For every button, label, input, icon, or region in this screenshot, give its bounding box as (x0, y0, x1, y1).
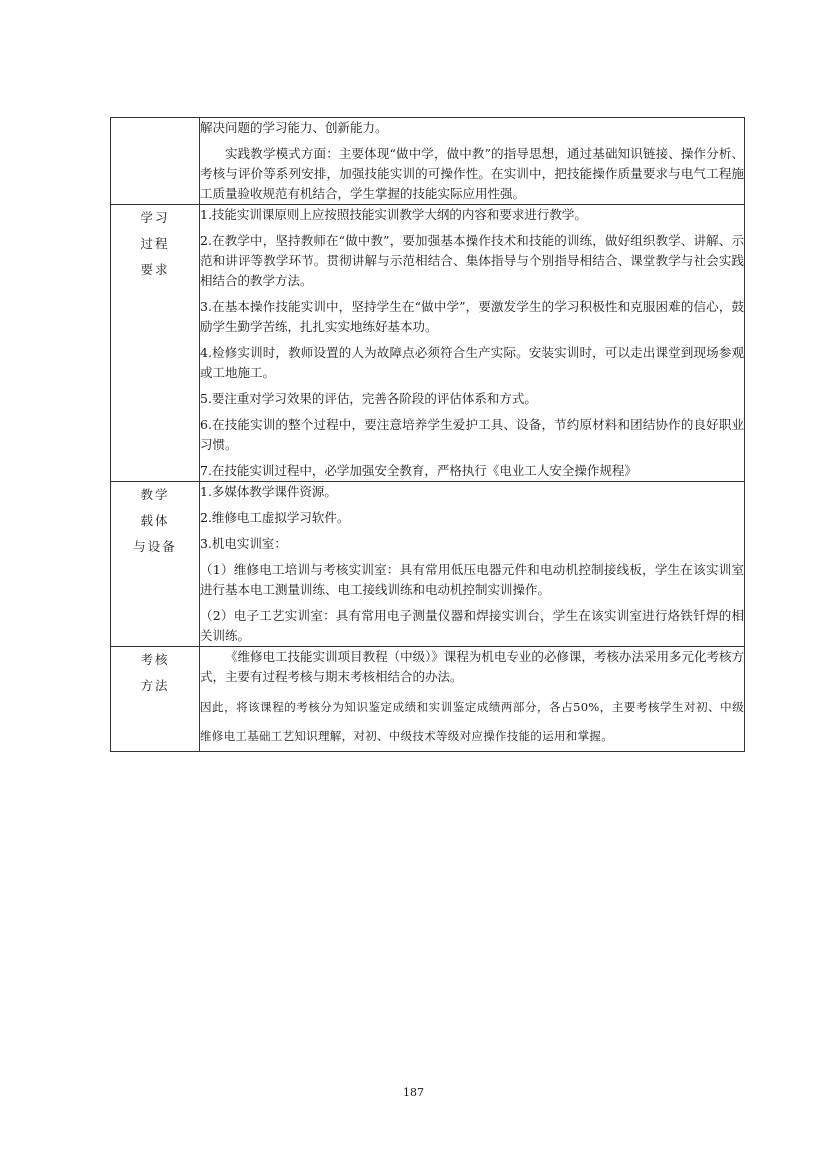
page-number: 187 (403, 1086, 424, 1099)
label-line: 与设备 (133, 539, 177, 554)
list-item: 5.要注重对学习效果的评估，完善各阶段的评估体系和方式。 (200, 391, 537, 406)
paragraph: 因此，将该课程的考核分为知识鉴定成绩和实训鉴定成绩两部分，各占50%，主要考核学生对初、中级维修电工基础工艺知识理解，对初、中级技术等级对应操作技能的运用和掌握。 (200, 700, 744, 743)
list-item: （2）电子工艺实训室：具有常用电子测量仪器和焊接实训台，学生在该实训室进行烙铁钎焊的相关训练。 (200, 608, 744, 643)
table-row-learning-process (111, 205, 745, 482)
list-item: 3.在基本操作技能实训中，坚持学生在“做中学”，要激发学生的学习积极性和克服困难的信心，鼓励学生勤学苦练，扎扎实实地练好基本功。 (200, 299, 744, 334)
row-label-empty (111, 118, 200, 205)
list-item: 6.在技能实训的整个过程中，要注意培养学生爱护工具、设备，节约原材料和团结协作的良好职业习惯。 (200, 417, 744, 452)
list-item: 2.在教学中，坚持教师在“做中教”，要加强基本操作技术和技能的训练，做好组织教学、讲解、示范和讲评等教学环节。贯彻讲解与示范相结合、集体指导与个别指导相结合、课堂教学与社会实践相结合的教学方法。 (200, 233, 744, 288)
row-content (200, 205, 745, 482)
row-content (200, 647, 745, 752)
list-item: 3.机电实训室： (200, 536, 287, 551)
label-line: 要求 (140, 262, 170, 277)
label-line: 过程 (140, 236, 170, 251)
list-item: 1.技能实训课原则上应按照技能实训教学大纲的内容和要求进行教学。 (200, 207, 587, 222)
paragraph: 解决问题的学习能力、创新能力。 (200, 120, 388, 135)
list-item: 7.在技能实训过程中，必学加强安全教育，严格执行《电业工人安全操作规程》 (200, 463, 637, 478)
label-line: 教学 (140, 487, 170, 502)
row-label-learning-process (111, 205, 200, 482)
row-label-assessment (111, 647, 200, 752)
label-line: 考核 (140, 652, 170, 667)
course-standard-table (110, 117, 745, 752)
table-row-teaching-mode (111, 118, 745, 205)
list-item: 4.检修实训时，教师设置的人为故障点必须符合生产实际。安装实训时，可以走出课堂到现场参观或工地施工。 (200, 345, 744, 380)
table-row-teaching-equipment (111, 482, 745, 647)
label-line: 方法 (140, 678, 170, 693)
paragraph: 实践教学模式方面：主要体现“做中学，做中教”的指导思想，通过基础知识链接、操作分析、考核与评价等系列安排，加强技能实训的可操作性。在实训中，把技能操作质量要求与电气工程施工质量验收规范有机结合，学生掌握的技能实际应用性强。 (200, 146, 744, 201)
label-line: 学习 (140, 210, 170, 225)
label-line: 载体 (140, 513, 170, 528)
list-item: （1）维修电工培训与考核实训室：具有常用低压电器元件和电动机控制接线板，学生在该实训室进行基本电工测量训练、电工接线训练和电动机控制实训操作。 (200, 562, 744, 597)
list-item: 2.维修电工虚拟学习软件。 (200, 510, 350, 525)
row-content (200, 482, 745, 647)
row-label-teaching-equipment (111, 482, 200, 647)
table-row-assessment (111, 647, 745, 752)
list-item: 1.多媒体教学课件资源。 (200, 484, 337, 499)
row-content (200, 118, 745, 205)
paragraph: 《维修电工技能实训项目教程（中级）》课程为机电专业的必修课，考核办法采用多元化考核方式，主要有过程考核与期末考核相结合的办法。 (200, 649, 744, 684)
